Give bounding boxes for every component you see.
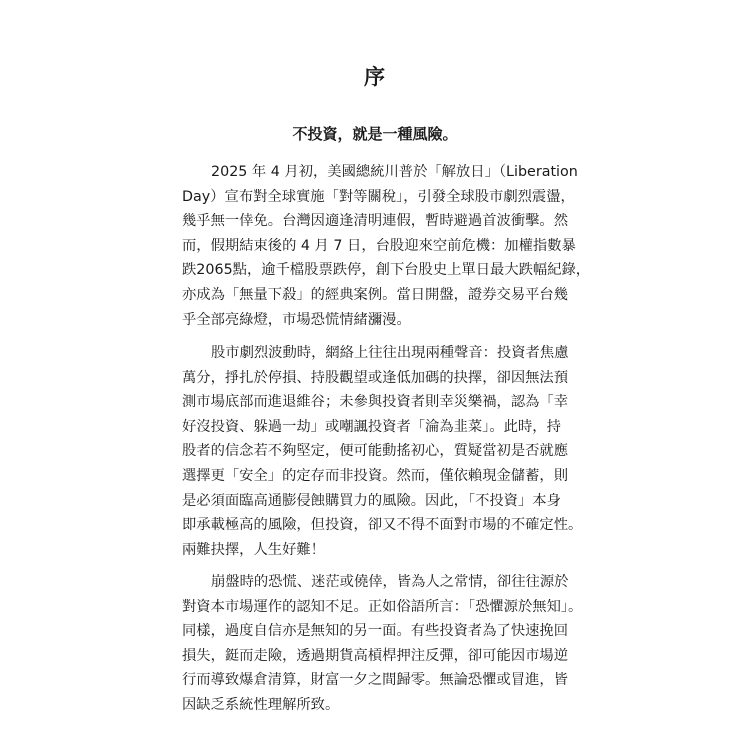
- paragraph-3: [182, 570, 583, 718]
- paragraph-line: 跌2065點，逾千檔股票跌停，創下台股史上單日最大跌幅紀錄，: [182, 262, 591, 279]
- section-subtitle: 不投資，就是一種風險。: [292, 125, 458, 143]
- paragraph-line: 兩難抉擇，人生好難！: [182, 541, 325, 558]
- paragraph-line: 幾乎無一倖免。台灣因適逢清明連假，暫時避過首波衝擊。然: [182, 213, 569, 230]
- paragraph-2: [182, 341, 583, 562]
- paragraph-line: 對資本市場運作的認知不足。正如俗語所言：「恐懼源於無知」。: [182, 598, 583, 615]
- paragraph-line: 2025 年 4 月初，美國總統川普於「解放日」（Liberation: [211, 164, 578, 180]
- paragraph-line: 是必須面臨高通膨侵蝕購買力的風險。因此，「不投資」本身: [182, 492, 561, 509]
- paragraph-line: 選擇更「安全」的定存而非投資。然而，僅依賴現金儲蓄，則: [182, 467, 569, 484]
- paragraph-line: 萬分，掙扎於停損、持股觀望或逢低加碼的抉擇，卻因無法預: [182, 369, 569, 386]
- paragraph-line: 亦成為「無量下殺」的經典案例。當日開盤，證券交易平台幾: [182, 286, 569, 303]
- paragraph-line: 因缺乏系統性理解所致。: [182, 696, 340, 713]
- paragraph-line: 即承載極高的風險，但投資，卻又不得不面對市場的不確定性。: [182, 517, 583, 534]
- paragraph-line: 好沒投資、躲過一劫」或嘲諷投資者「淪為韭菜」。此時，持: [182, 418, 561, 435]
- paragraph-line: 股市劇烈波動時，網絡上往往出現兩種聲音：投資者焦慮: [211, 345, 569, 361]
- paragraph-line: 而，假期結束後的 4 月 7 日，台股迎來空前危機：加權指數暴: [182, 237, 576, 254]
- paragraph-line: 損失，鋌而走險，透過期貨高槓桿押注反彈，卻可能因市場逆: [182, 647, 569, 664]
- paragraph-line: 崩盤時的恐慌、迷茫或僥倖，皆為人之常情，卻往往源於: [211, 574, 569, 590]
- paragraph-1: [182, 160, 591, 332]
- paragraph-line: 乎全部亮綠燈，市場恐慌情緒瀰漫。: [182, 311, 411, 328]
- page-title: 序: [364, 65, 386, 89]
- paragraph-line: 同樣，過度自信亦是無知的另一面。有些投資者為了快速挽回: [182, 623, 569, 640]
- paragraph-line: 行而導致爆倉清算，財富一夕之間歸零。無論恐懼或冒進，皆: [182, 672, 569, 689]
- paragraph-line: 測市場底部而進退維谷；未參與投資者則幸災樂禍，認為「幸: [182, 394, 569, 411]
- paragraph-line: Day）宣布對全球實施「對等關稅」，引發全球股市劇烈震盪，: [182, 188, 575, 205]
- paragraph-line: 股者的信念若不夠堅定，便可能動搖初心，質疑當初是否就應: [182, 443, 569, 460]
